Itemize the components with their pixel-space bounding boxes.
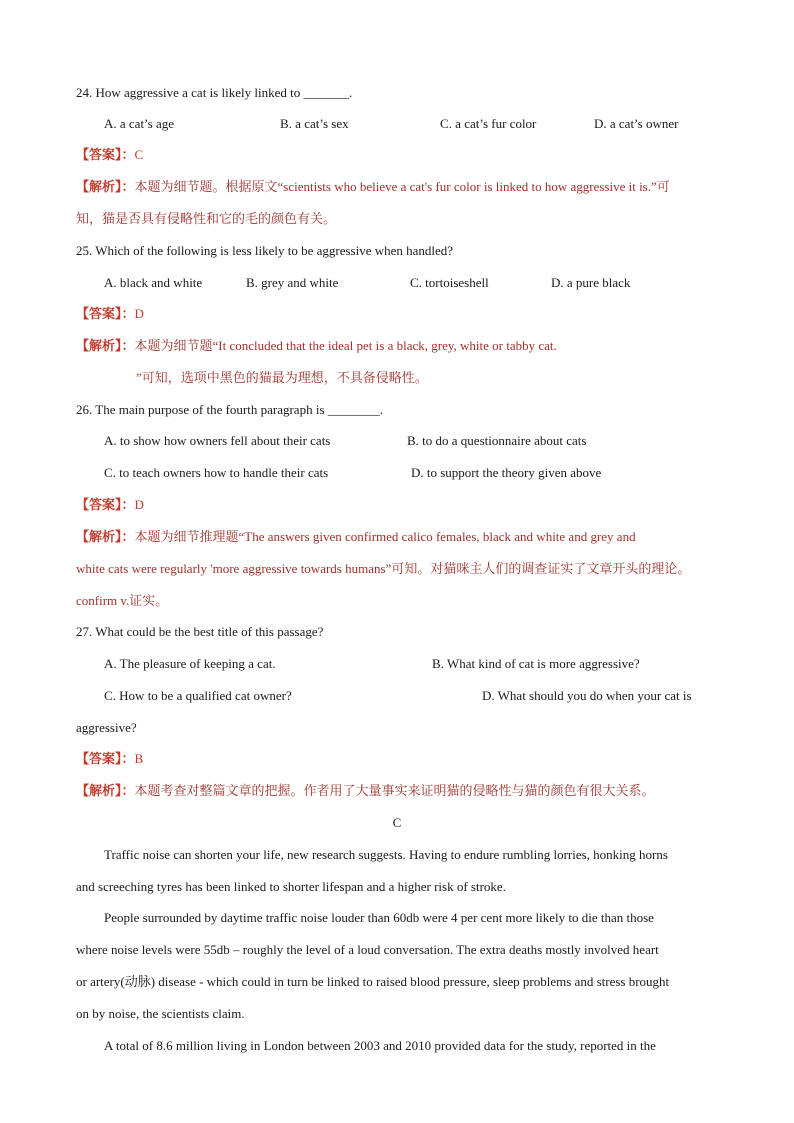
section-heading: C [392, 815, 402, 830]
q24-option-d: D. a cat’s owner [594, 116, 679, 131]
q27-option-b: B. What kind of cat is more aggressive? [432, 656, 640, 671]
q24-explanation-2: 知，猫是否具有侵略性和它的毛的颜色有关。 [76, 211, 337, 226]
q27-option-d: D. What should you do when your cat is [482, 688, 692, 703]
q25-option-c: C. tortoiseshell [410, 275, 489, 290]
passage-line: People surrounded by daytime traffic noise louder than 60db were 4 per cent more likely to die than those [104, 910, 654, 925]
q25-answer [76, 305, 144, 324]
explanation-text: 本题为细节推理题“The answers given confirmed calico females, black and white and grey and [134, 529, 636, 544]
explanation-text: 本题为细节题“It concluded that the ideal pet is a black, grey, white or tabby cat. [134, 338, 557, 353]
q27-option-d-cont: aggressive? [76, 720, 137, 735]
q26-explanation-1 [76, 528, 636, 547]
answer-label: 【答案】： [76, 307, 135, 322]
explanation-label: 【解析】： [76, 784, 135, 799]
q27-explanation-1 [76, 782, 655, 801]
q25-explanation-2: ”可知，选项中黑色的猫最为理想，不具备侵略性。 [136, 370, 428, 385]
explanation-label: 【解析】： [76, 339, 135, 354]
explanation-label: 【解析】： [76, 530, 135, 545]
explanation-text: 本题为细节题。根据原文“scientists who believe a cat's fur color is linked to how aggressive it is.”可 [134, 179, 670, 194]
passage-line: on by noise, the scientists claim. [76, 1006, 245, 1021]
question-25: 25. Which of the following is less likely to be aggressive when handled? [76, 243, 454, 258]
answer-label: 【答案】： [76, 148, 135, 163]
explanation-text: 本题考查对整篇文章的把握。作者用了大量事实来证明猫的侵略性与猫的颜色有很大关系。 [134, 783, 655, 798]
answer-value: D [134, 306, 144, 321]
q24-explanation-1 [76, 178, 670, 197]
q27-answer [76, 750, 143, 769]
q24-answer [76, 146, 143, 165]
q25-option-d: D. a pure black [551, 275, 631, 290]
q26-explanation-2: white cats were regularly 'more aggressive towards humans”可知。对猫咪主人们的调查证实了文章开头的理论。 [76, 561, 691, 576]
q27-option-c: C. How to be a qualified cat owner? [104, 688, 292, 703]
question-26: 26. The main purpose of the fourth paragraph is ________. [76, 402, 383, 417]
explanation-label: 【解析】： [76, 180, 135, 195]
passage-line: or artery(动脉) disease - which could in turn be linked to raised blood pressure, sleep problems and stress brought [76, 974, 670, 989]
passage-line: and screeching tyres has been linked to shorter lifespan and a higher risk of stroke. [76, 879, 506, 894]
q26-option-c: C. to teach owners how to handle their cats [104, 465, 329, 480]
q24-option-b: B. a cat’s sex [280, 116, 349, 131]
passage-line: Traffic noise can shorten your life, new research suggests. Having to endure rumbling lorries, honking horns [104, 847, 668, 862]
q24-option-c: C. a cat’s fur color [440, 116, 537, 131]
q26-option-a: A. to show how owners fell about their cats [104, 433, 331, 448]
question-27: 27. What could be the best title of this passage? [76, 624, 324, 639]
answer-label: 【答案】： [76, 498, 135, 513]
passage-line: where noise levels were 55db – roughly the level of a loud conversation. The extra deaths mostly involved heart [76, 942, 659, 957]
answer-value: B [134, 751, 144, 766]
answer-value: D [134, 497, 144, 512]
q25-option-b: B. grey and white [246, 275, 339, 290]
q25-explanation-1 [76, 337, 557, 356]
answer-value: C [134, 147, 144, 162]
passage-line: A total of 8.6 million living in London between 2003 and 2010 provided data for the study, reported in the [104, 1038, 656, 1053]
q26-explanation-3: confirm v.证实。 [76, 593, 169, 608]
q25-option-a: A. black and white [104, 275, 203, 290]
q27-option-a: A. The pleasure of keeping a cat. [104, 656, 276, 671]
question-24: 24. How aggressive a cat is likely linked to _______. [76, 85, 353, 100]
q24-option-a: A. a cat’s age [104, 116, 175, 131]
answer-label: 【答案】： [76, 752, 135, 767]
q26-option-d: D. to support the theory given above [411, 465, 602, 480]
q26-option-b: B. to do a questionnaire about cats [407, 433, 587, 448]
q26-answer [76, 496, 144, 515]
